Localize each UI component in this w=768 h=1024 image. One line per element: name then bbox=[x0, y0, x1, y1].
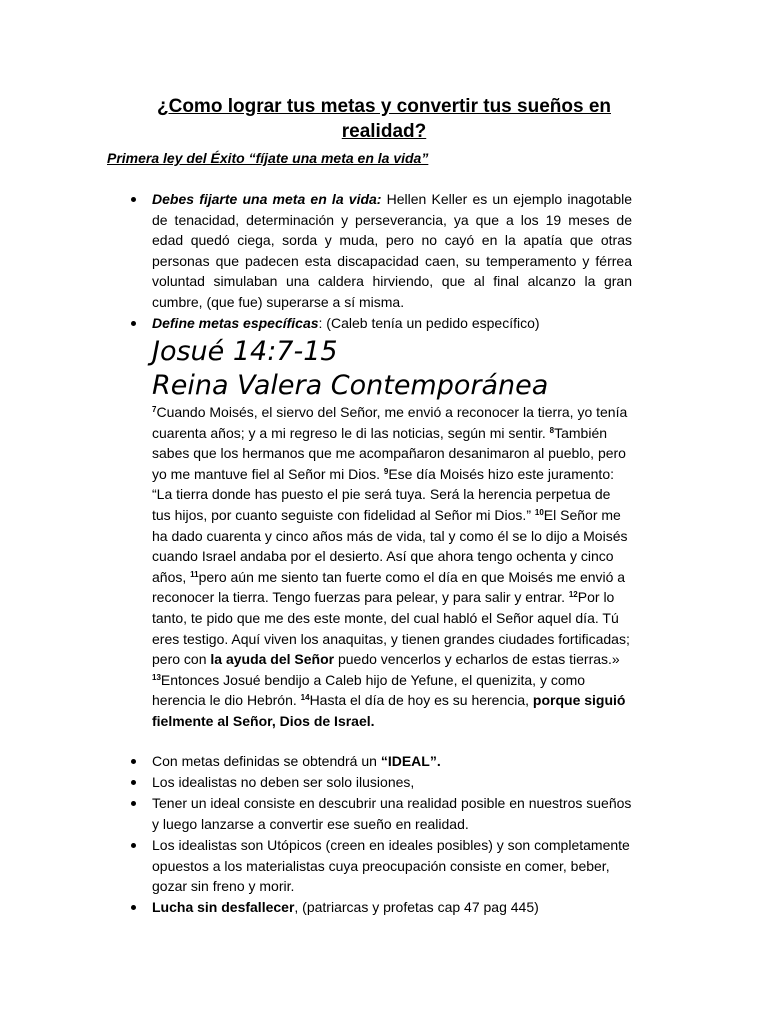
scripture-reference: Josué 14:7-15 bbox=[152, 336, 338, 367]
verse-text: El Señor me ha dado cuarenta y cinco años más de vida, tal y como él se lo dijo a Moisés cuando Israel andaba por el desierto. Así que ahora tengo ochenta y cinco años, bbox=[152, 506, 628, 585]
verse-number: 11 bbox=[190, 569, 199, 579]
list-item bbox=[152, 751, 632, 772]
verse-number: 9 bbox=[383, 466, 389, 476]
verse-number: 12 bbox=[568, 590, 578, 600]
verse-text: Hasta el día de hoy es su herencia, bbox=[309, 692, 533, 709]
subtitle: Primera ley del Éxito “fíjate una meta en la vida” bbox=[107, 150, 429, 166]
verse-text: Ese día Moisés hizo este juramento: “La tierra donde has puesto el pie será tuya. Será la herencia perpetua de tus hijos, por cuanto seguiste con fidelidad al Señor mi Dios.” bbox=[152, 465, 614, 523]
verse-text: puedo vencerlos y echarlos de estas tierras.» bbox=[334, 651, 620, 668]
bullet-lead: Define metas específicas bbox=[152, 315, 319, 331]
verse-number: 13 bbox=[152, 672, 161, 682]
verse-text: Cuando Moisés, el siervo del Señor, me envió a reconocer la tierra, yo tenía cuarenta años; y a mi regreso le di las noticias, según mi sentir. bbox=[152, 404, 628, 441]
verse-emphasis: porque siguió fielmente al Señor, Dios de Israel. bbox=[152, 692, 626, 729]
verse-number: 10 bbox=[534, 507, 544, 517]
list-item-emphasis: “IDEAL”. bbox=[380, 753, 441, 769]
list-item-text: , (patriarcas y profetas cap 47 pag 445) bbox=[294, 899, 539, 915]
list-item: Los idealistas son Utópicos (creen en ideales posibles) y son completamente opuestos a los materialistas cuya preocupación consiste en comer, beber, gozar sin freno y morir. bbox=[152, 837, 630, 895]
bullet-paragraph-goal bbox=[152, 189, 632, 313]
verse-number: 8 bbox=[549, 425, 555, 435]
list-item-text: Con metas definidas se obtendrá un bbox=[152, 753, 381, 769]
scripture-version: Reina Valera Contemporánea bbox=[152, 370, 549, 401]
bullet-lead: Debes fijarte una meta en la vida: bbox=[152, 191, 382, 207]
list-item: Tener un ideal consiste en descubrir una realidad posible en nuestros sueños y luego lanzarse a convertir ese sueño en realidad. bbox=[152, 795, 632, 832]
verse-text: Entonces Josué bendijo a Caleb hijo de Yefune, el quenizita, y como herencia le dio Hebrón. bbox=[152, 671, 586, 709]
list-item bbox=[152, 897, 632, 918]
verse-text: pero aún me siento tan fuerte como el día en que Moisés me envió a reconocer la tierra. Tengo fuerzas para pelear, y para salir y entrar. bbox=[152, 568, 626, 606]
verse-text: Por lo tanto, te pido que me des este monte, del cual habló el Señor aquel día. Tú eres testigo. Aquí viven los anaquitas, y tienen grandes ciudades fortificadas; pero con bbox=[152, 589, 630, 668]
verse-number: 7 bbox=[152, 405, 157, 414]
bullet-text: Hellen Keller es un ejemplo inagotable de tenacidad, determinación y perseverancia, ya que a los 19 meses de edad quedó ciega, sorda y muda, pero no cayó en la apatía que otras personas que padecen esta discapacidad caen, su temperamento y férrea voluntad simulaban una caldera hirviendo, que al final alcanzo la gran cumbre, (que fue) superarse a sí misma. bbox=[152, 191, 632, 310]
page-title: ¿Como lograr tus metas y convertir tus sueños en realidad? bbox=[157, 96, 611, 142]
verse-emphasis: la ayuda del Señor bbox=[210, 651, 335, 668]
bullet-paragraph-specific bbox=[152, 313, 632, 334]
verse-number: 14 bbox=[300, 693, 310, 703]
verse-text: También sabes que los hermanos que me acompañaron desanimaron al pueblo, pero yo me mantuve fiel al Señor mi Dios. bbox=[152, 424, 626, 482]
bullet-text: : (Caleb tenía un pedido específico) bbox=[318, 315, 540, 331]
scripture-passage bbox=[152, 402, 632, 732]
list-item-emphasis: Lucha sin desfallecer bbox=[152, 899, 295, 915]
list-item: Los idealistas no deben ser solo ilusiones, bbox=[152, 774, 415, 790]
